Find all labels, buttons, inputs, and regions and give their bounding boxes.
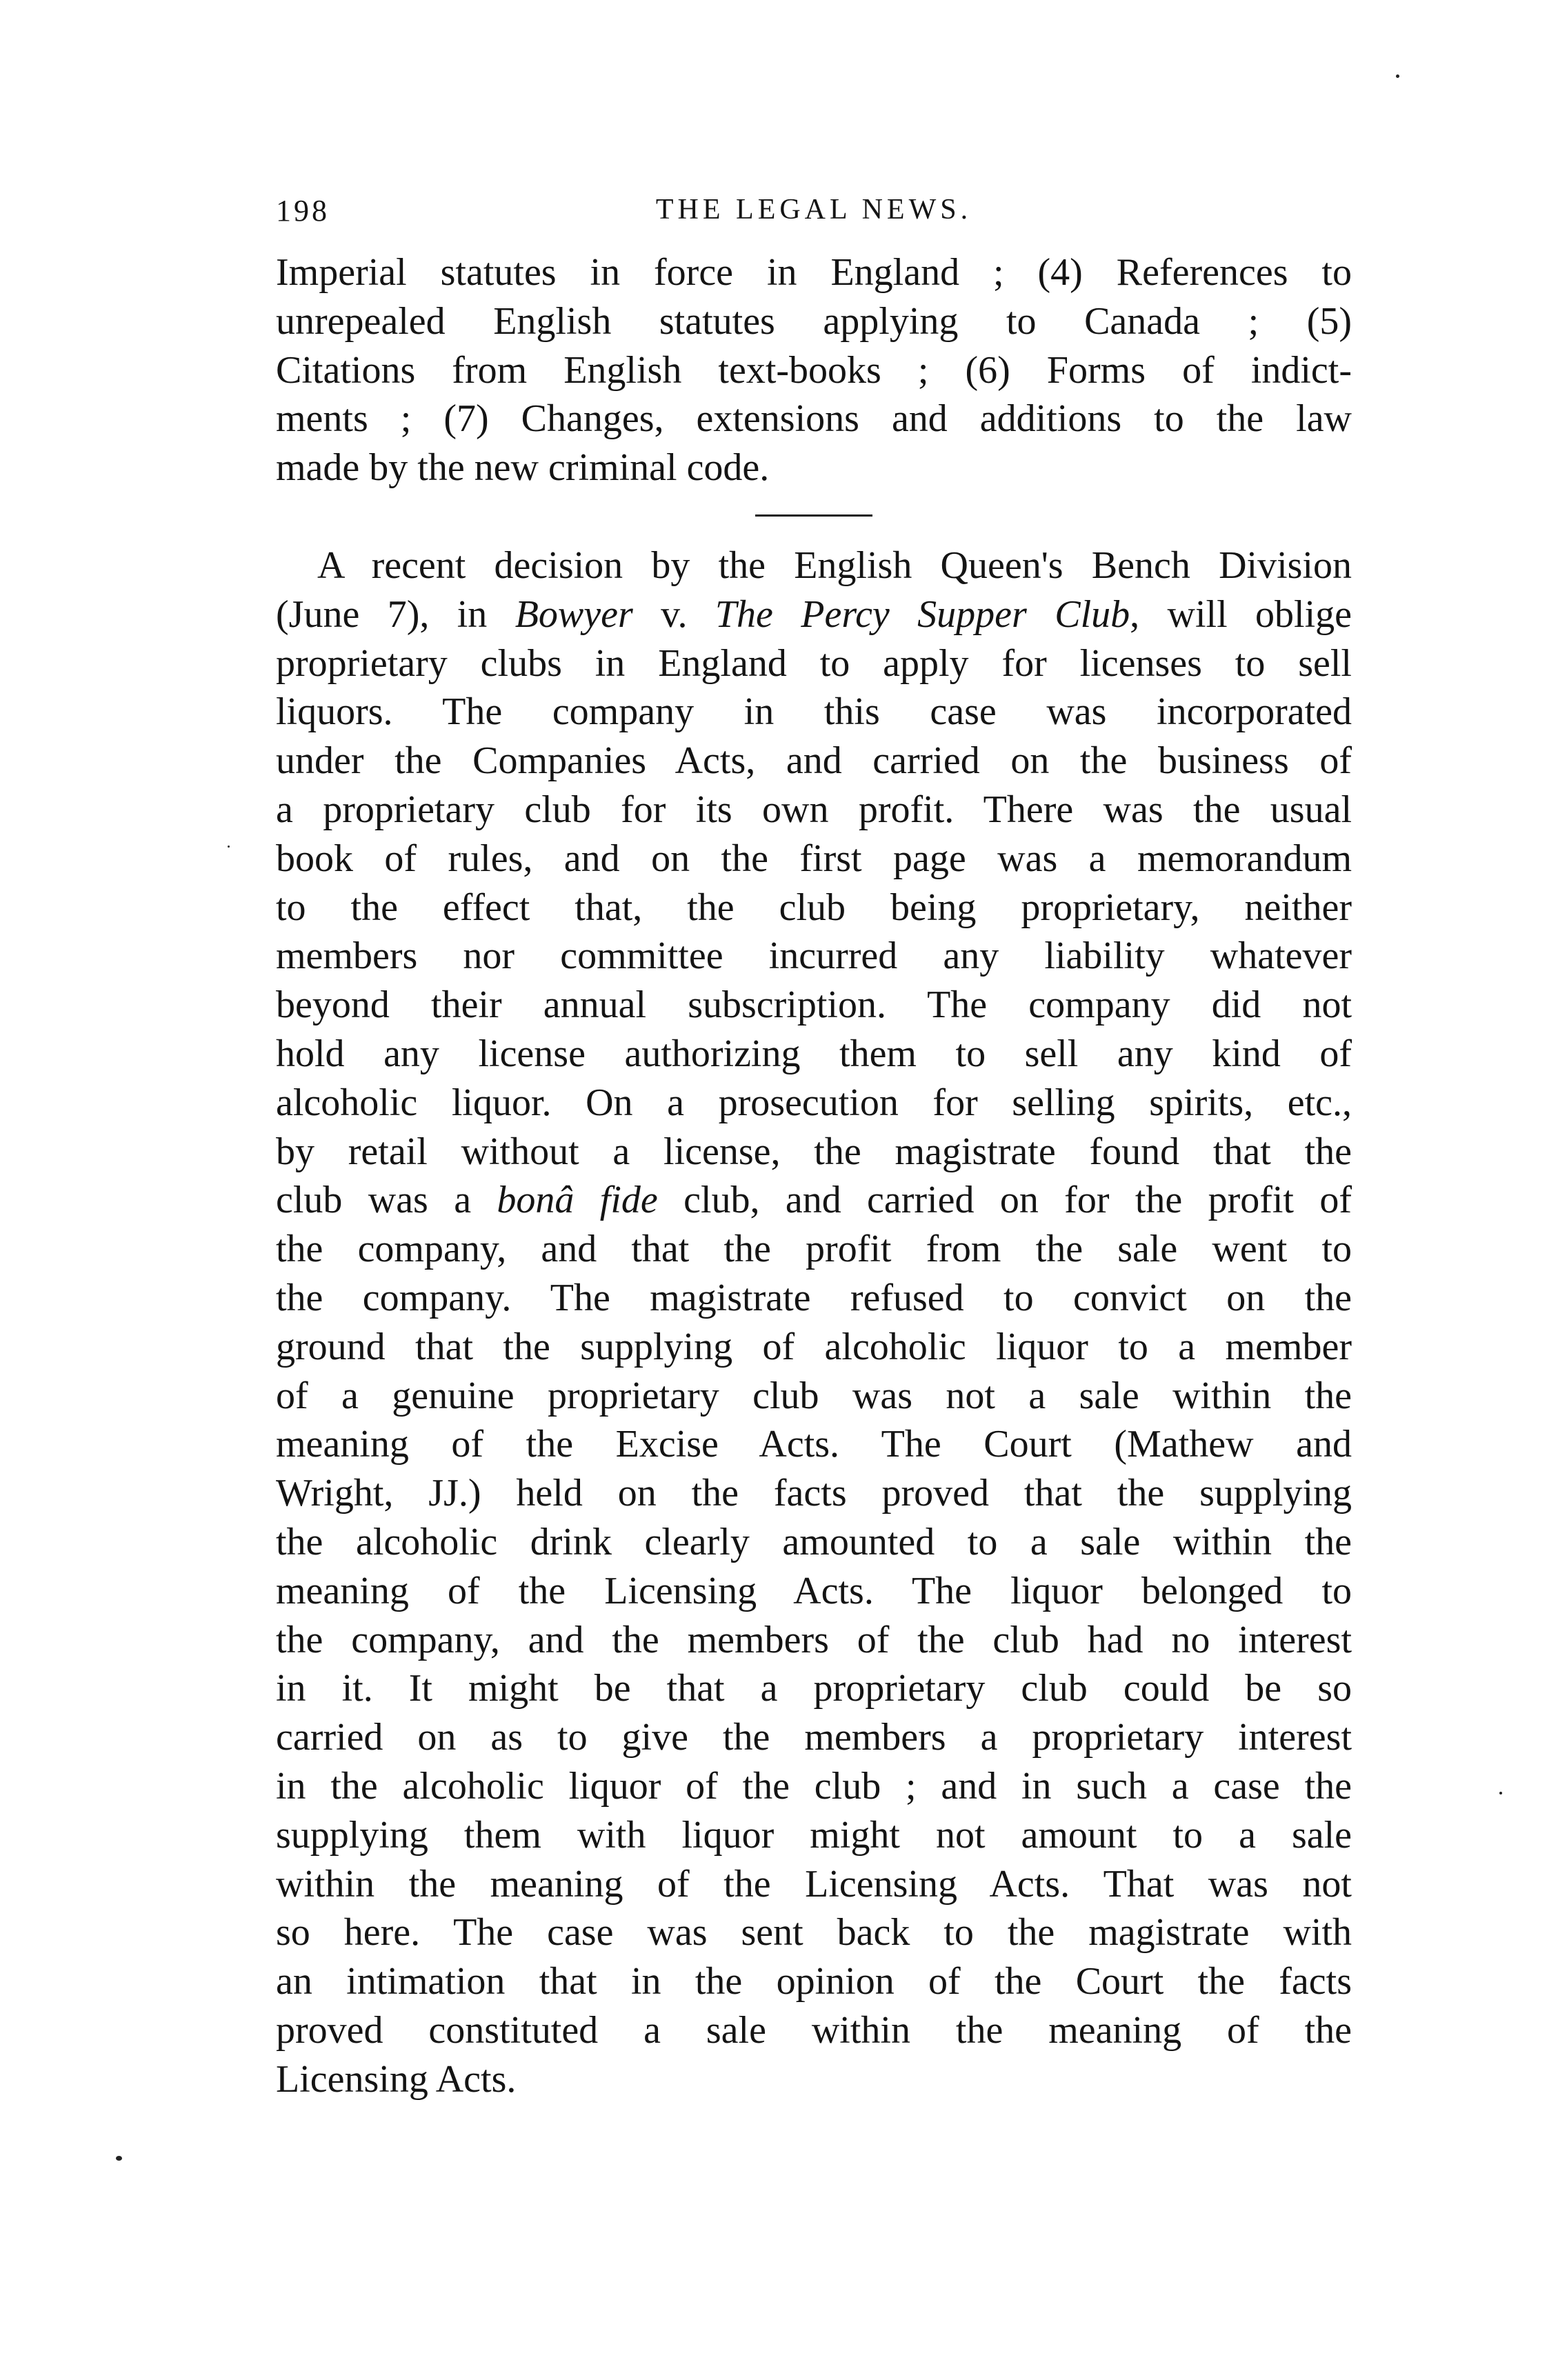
text-line: an intimation that in the opinion of the Court the facts	[276, 1960, 1352, 2003]
scan-speck	[1396, 74, 1399, 78]
text-line: book of rules, and on the first page was a memorandum	[276, 837, 1352, 880]
text-line: in the alcoholic liquor of the club ; and in such a case the	[276, 1764, 1352, 1808]
paragraph-decision	[276, 541, 1352, 2104]
text-line: beyond their annual subscription. The company did not	[276, 983, 1352, 1027]
versus: v.	[632, 592, 715, 636]
bona-fide-suffix: club, and carried on for the profit of	[657, 1179, 1352, 1222]
text-line-case-citation	[276, 590, 1352, 639]
text-line: liquors. The company in this case was incorporated	[276, 690, 1352, 734]
paragraph-continuation	[276, 248, 1352, 492]
text-line: ments ; (7) Changes, extensions and additions to the law	[276, 397, 1352, 441]
text-line: made by the new criminal code.	[276, 446, 770, 490]
text-line: Licensing Acts.	[276, 2057, 517, 2101]
page	[276, 193, 1352, 2103]
text-line: ground that the supplying of alcoholic liquor to a member	[276, 1325, 1352, 1368]
text-line: the company, and that the profit from the sale went to	[276, 1228, 1352, 1271]
section-divider	[755, 514, 872, 517]
text-line: by retail without a license, the magistrate found that the	[276, 1130, 1352, 1173]
text-line: unrepealed English statutes applying to Canada ; (5)	[276, 299, 1352, 343]
text-line: alcoholic liquor. On a prosecution for selling spirits, etc.,	[276, 1081, 1352, 1124]
text-line: in it. It might be that a proprietary club could be so	[276, 1667, 1352, 1710]
scan-speck	[1499, 1792, 1502, 1794]
text-line: members nor committee incurred any liability whatever	[276, 934, 1352, 978]
text-line: carried on as to give the members a proprietary interest	[276, 1716, 1352, 1759]
citation-suffix: , will oblige	[1130, 592, 1352, 636]
bona-fide-prefix: club was a	[276, 1179, 497, 1222]
citation-prefix: (June 7), in	[276, 592, 515, 636]
text-line: A recent decision by the English Queen's Bench Division	[317, 543, 1352, 587]
text-line: hold any license authorizing them to sell any kind of	[276, 1032, 1352, 1075]
text-line: proved constituted a sale within the meaning of the	[276, 2008, 1352, 2052]
text-line: Citations from English text-books ; (6) Forms of indict-	[276, 348, 1352, 392]
running-head	[276, 193, 1352, 248]
journal-title: THE LEGAL NEWS.	[655, 194, 972, 226]
text-line: the company, and the members of the club had no interest	[276, 1618, 1352, 1661]
text-line: to the effect that, the club being proprietary, neither	[276, 886, 1352, 929]
text-line: Imperial statutes in force in England ; (4) References to	[276, 251, 1352, 294]
text-line: the company. The magistrate refused to convict on the	[276, 1276, 1352, 1319]
text-line: the alcoholic drink clearly amounted to a sale within the	[276, 1520, 1352, 1563]
text-line: meaning of the Licensing Acts. The liquor belonged to	[276, 1569, 1352, 1612]
text-line: supplying them with liquor might not amount to a sale	[276, 1813, 1352, 1857]
text-line: under the Companies Acts, and carried on the business of	[276, 739, 1352, 783]
text-line: proprietary clubs in England to apply for licenses to sell	[276, 641, 1352, 685]
text-line: of a genuine proprietary club was not a sale within the	[276, 1374, 1352, 1417]
text-line: meaning of the Excise Acts. The Court (Mathew and	[276, 1423, 1352, 1466]
bona-fide-term: bonâ fide	[497, 1179, 658, 1222]
text-line-bona-fide	[276, 1176, 1352, 1225]
text-line: a proprietary club for its own profit. There was the usual	[276, 788, 1352, 831]
text-line: so here. The case was sent back to the magistrate with	[276, 1911, 1352, 1954]
scan-speck	[228, 846, 230, 848]
text-line: Wright, JJ.) held on the facts proved that the supplying	[276, 1472, 1352, 1515]
page-number: 198	[276, 194, 330, 228]
case-party-1: Bowyer	[515, 592, 633, 636]
text-line: within the meaning of the Licensing Acts. That was not	[276, 1862, 1352, 1906]
case-party-2: The Percy Supper Club	[715, 592, 1130, 636]
scan-speck	[116, 2156, 122, 2161]
